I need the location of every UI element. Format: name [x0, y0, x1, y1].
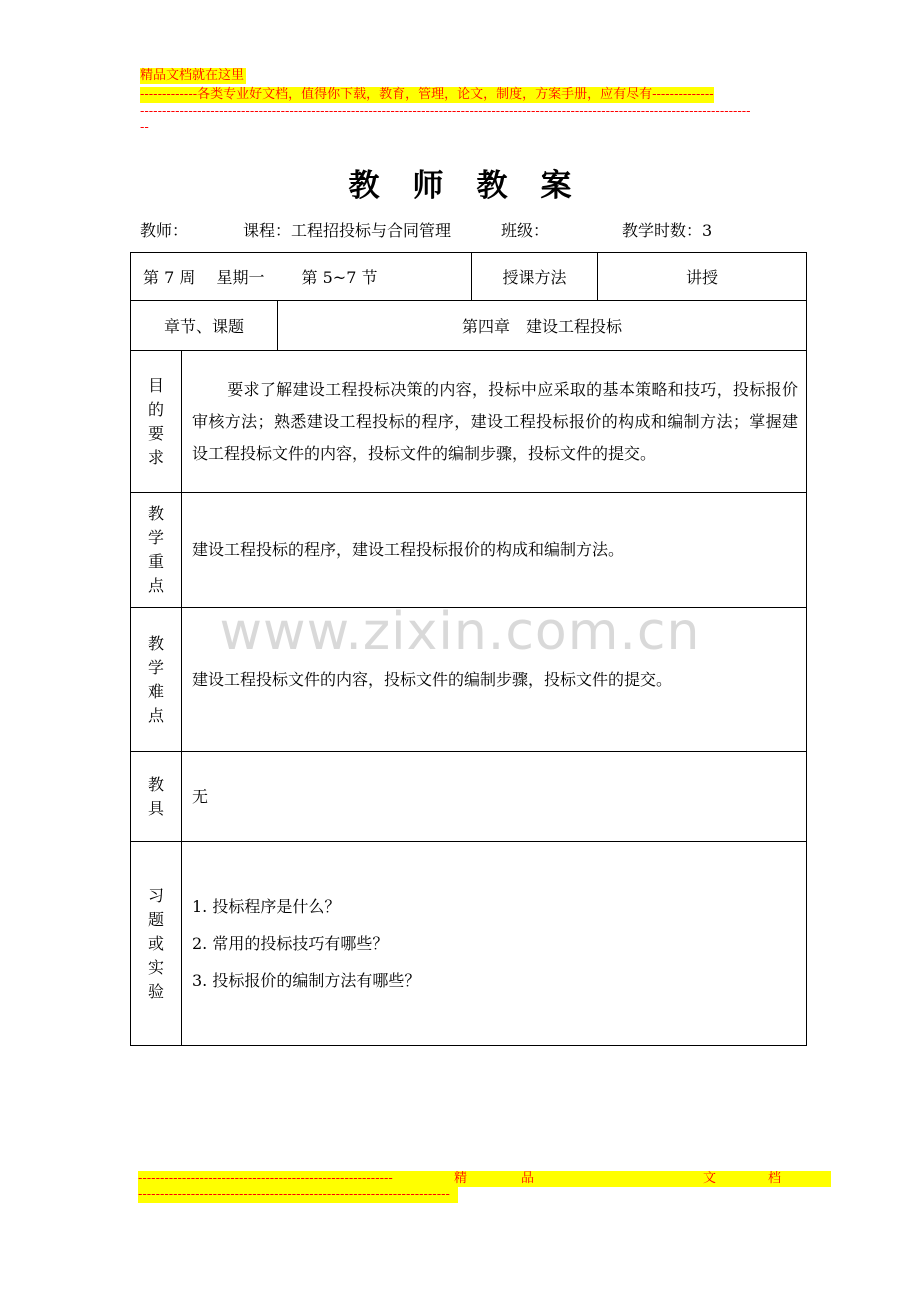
difficulties-label: 教 学 难 点 [131, 608, 182, 752]
method-value: 讲授 [598, 253, 807, 301]
chapter-value: 第四章 建设工程投标 [278, 301, 807, 351]
class-label: 班级： [501, 221, 550, 240]
method-label: 授课方法 [472, 253, 598, 301]
tools-label: 教 具 [131, 752, 182, 842]
header-banner-slogan: -------------各类专业好文档，值得你下载，教育，管理，论文，制度，方案手册，应有尽有-------------- [140, 87, 714, 102]
header-dash-tail: -- [140, 120, 149, 135]
objectives-row [131, 351, 807, 493]
page-title: 教师教案 [348, 168, 605, 204]
chapter-row [131, 301, 807, 351]
exercises-label: 习 题 或 实 验 [131, 842, 182, 1046]
footer-char: 品 [521, 1171, 535, 1186]
header-banner-title: 精品文档就在这里 [140, 68, 245, 83]
teacher-label: 教师： [140, 221, 189, 240]
footer-dashes: ---------------------------------------------------------- [138, 1171, 393, 1186]
difficulties-row [131, 608, 807, 752]
chapter-label: 章节、课题 [131, 301, 278, 351]
objectives-text: 要求了解建设工程投标决策的内容，投标中应采取的基本策略和技巧，投标报价审核方法；熟悉建设工程投标的程序，建设工程投标报价的构成和编制方法；掌握建设工程投标文件的内容，投标文件的编制步骤，投标文件的提交。 [182, 351, 807, 493]
key-points-row [131, 493, 807, 608]
difficulties-text: 建设工程投标文件的内容，投标文件的编制步骤，投标文件的提交。 [182, 608, 807, 752]
watermark: www.zixin.com.cn [219, 602, 701, 662]
lesson-plan-table [130, 252, 807, 1046]
objectives-label: 目 的 要 求 [131, 351, 182, 493]
course-info: 课程：工程招投标与合同管理 [243, 221, 452, 240]
exercises-list [182, 842, 807, 1046]
footer-banner [138, 1171, 831, 1187]
key-points-label: 教 学 重 点 [131, 493, 182, 608]
footer-char: 档 [768, 1171, 782, 1186]
schedule-row [131, 253, 807, 301]
tools-row [131, 752, 807, 842]
exercise-item: 3. 投标报价的编制方法有哪些？ [192, 971, 421, 990]
tools-text: 无 [182, 752, 807, 842]
footer-char: 文 [703, 1171, 717, 1186]
schedule-cell: 第 7 周 星期一 第 5~7 节 [131, 253, 472, 301]
footer-char: 精 [454, 1171, 468, 1186]
exercise-item: 2. 常用的投标技巧有哪些？ [192, 934, 389, 953]
header-dash-line: ------------------------------------------------------------------------------------------------------------------------------------------- [140, 104, 751, 119]
teaching-hours: 教学时数：3 [622, 221, 713, 240]
key-points-text: 建设工程投标的程序，建设工程投标报价的构成和编制方法。 [182, 493, 807, 608]
exercise-item: 1. 投标程序是什么？ [192, 897, 341, 916]
footer-dash-line: ----------------------------------------------------------------------- [138, 1187, 458, 1203]
exercises-row [131, 842, 807, 1046]
meta-line [140, 218, 760, 240]
